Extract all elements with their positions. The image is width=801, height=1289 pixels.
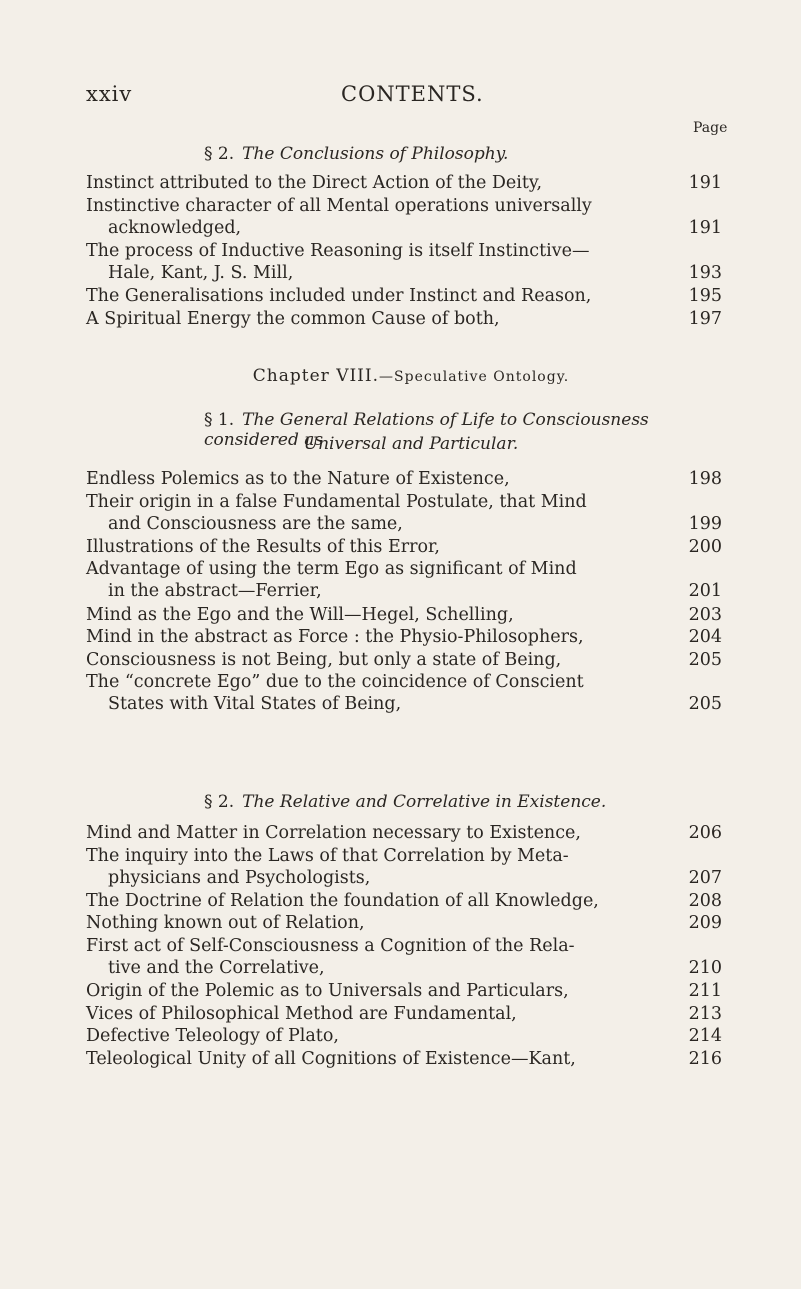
toc-entry-page: 203: [688, 604, 722, 625]
toc-entry: [86, 980, 722, 1002]
toc-entry: [86, 845, 722, 889]
toc-entry-page: 193: [688, 262, 722, 283]
toc-entry-text: tive and the Correlative,: [108, 958, 325, 978]
toc-entry: [86, 626, 722, 648]
toc-entry-text: Instinctive character of all Mental operations universally: [86, 195, 592, 216]
toc-entry-text: The “concrete Ego” due to the coincidence of Conscient: [86, 672, 584, 693]
toc-entry-page: 197: [688, 308, 722, 329]
toc-entry: [86, 468, 722, 490]
toc-entry: [86, 890, 722, 912]
toc-entry: [86, 172, 722, 194]
running-header: [86, 82, 726, 112]
toc-entry-page: 191: [688, 173, 722, 193]
toc-entry-text: Vices of Philosophical Method are Fundamental,: [86, 1003, 517, 1024]
toc-entry-page: 191: [688, 217, 722, 238]
toc-entry: [86, 604, 722, 626]
toc-entry: [86, 935, 722, 979]
toc-entry-page: 216: [688, 1049, 722, 1069]
toc-entry: [86, 1025, 722, 1047]
toc-entry-page: 199: [688, 513, 722, 534]
toc-entry-text: Teleological Unity of all Cognitions of Existence—Kant,: [86, 1049, 576, 1069]
toc-entry-text: First act of Self-Consciousness a Cognition of the Rela-: [86, 936, 575, 956]
section-mark: § 2.: [204, 144, 235, 164]
section-title: The Relative and Correlative in Existence.: [242, 792, 607, 812]
toc-entry-text: Hale, Kant, J. S. Mill,: [108, 262, 294, 283]
toc-entry-text: The Doctrine of Relation the foundation of all Knowledge,: [86, 890, 599, 911]
section-title-continued: Universal and Particular.: [303, 434, 519, 454]
toc-entry-page: 209: [688, 913, 722, 934]
toc-entry: [86, 1048, 722, 1070]
toc-entry-text: Mind as the Ego and the Will—Hegel, Schelling,: [86, 604, 514, 625]
toc-entry: [86, 491, 722, 535]
toc-entry-text: Consciousness is not Being, but only a state of Being,: [86, 649, 562, 670]
toc-entry-page: 206: [688, 823, 722, 843]
toc-entry-text: Mind and Matter in Correlation necessary to Existence,: [86, 823, 581, 843]
section-title: The General Relations of Life to Consciousness considered as: [204, 410, 649, 450]
toc-entry-page: 204: [688, 627, 722, 648]
toc-entry-text: acknowledged,: [108, 217, 242, 238]
toc-entry: [86, 1003, 722, 1025]
chapter-heading: [86, 366, 736, 386]
toc-entry-page: 214: [688, 1026, 722, 1047]
toc-entry-text: Illustrations of the Results of this Error,: [86, 536, 440, 557]
toc-entry: [86, 285, 722, 307]
toc-entry-text: The process of Inductive Reasoning is itself Instinctive—: [86, 240, 590, 261]
toc-entry-text: Instinct attributed to the Direct Action of the Deity,: [86, 173, 543, 193]
chapter-title: —Speculative Ontology.: [379, 369, 570, 385]
toc-entry-text: and Consciousness are the same,: [108, 513, 403, 534]
toc-entry: [86, 536, 722, 558]
toc-entry-text: States with Vital States of Being,: [108, 694, 402, 715]
section-heading: [204, 792, 744, 812]
section-heading: [204, 144, 704, 164]
toc-entry-page: 201: [688, 581, 722, 602]
toc-entry-page: 207: [688, 867, 722, 888]
toc-entry-page: 200: [688, 536, 722, 557]
toc-entry-text: Defective Teleology of Plato,: [86, 1026, 339, 1047]
toc-entry: [86, 822, 722, 844]
section-mark: § 2.: [204, 792, 235, 812]
toc-entry-page: 210: [688, 958, 722, 978]
toc-entry-page: 195: [688, 286, 722, 306]
toc-entry: [86, 671, 722, 715]
toc-entry-page: 205: [688, 649, 722, 670]
toc-entry-text: The inquiry into the Laws of that Correlation by Meta-: [86, 845, 569, 866]
toc-entry: [86, 649, 722, 671]
toc-entry-text: Advantage of using the term Ego as significant of Mind: [86, 559, 577, 580]
toc-entry: [86, 558, 722, 602]
section-mark: § 1.: [204, 410, 235, 430]
toc-entry-text: Nothing known out of Relation,: [86, 913, 365, 934]
toc-entry-page: 211: [688, 981, 722, 1002]
page-column-label: Page: [693, 120, 728, 136]
toc-entry: [86, 240, 722, 284]
toc-entry-text: in the abstract—Ferrier,: [108, 581, 322, 602]
toc-entry-page: 205: [688, 694, 722, 715]
toc-entry: [86, 308, 722, 330]
section-title: The Conclusions of Philosophy.: [242, 144, 509, 164]
toc-entry: [86, 912, 722, 934]
chapter-prefix: Chapter: [252, 366, 330, 386]
chapter-number: VIII.: [336, 366, 380, 386]
toc-entry-text: Their origin in a false Fundamental Postulate, that Mind: [86, 491, 587, 512]
toc-entry-text: A Spiritual Energy the common Cause of both,: [86, 308, 500, 329]
toc-entry: [86, 195, 722, 239]
toc-entry-page: 213: [688, 1003, 722, 1024]
toc-entry-text: Origin of the Polemic as to Universals and Particulars,: [86, 981, 569, 1002]
toc-entry-text: The Generalisations included under Instinct and Reason,: [86, 286, 592, 306]
toc-entry-page: 198: [688, 469, 722, 489]
toc-entry-page: 208: [688, 890, 722, 911]
page-title: CONTENTS.: [341, 82, 484, 106]
toc-entry-text: physicians and Psychologists,: [108, 867, 371, 888]
page-number: xxiv: [86, 82, 133, 106]
toc-entry-text: Mind in the abstract as Force : the Physio-Philosophers,: [86, 627, 584, 648]
toc-entry-text: Endless Polemics as to the Nature of Existence,: [86, 469, 510, 489]
